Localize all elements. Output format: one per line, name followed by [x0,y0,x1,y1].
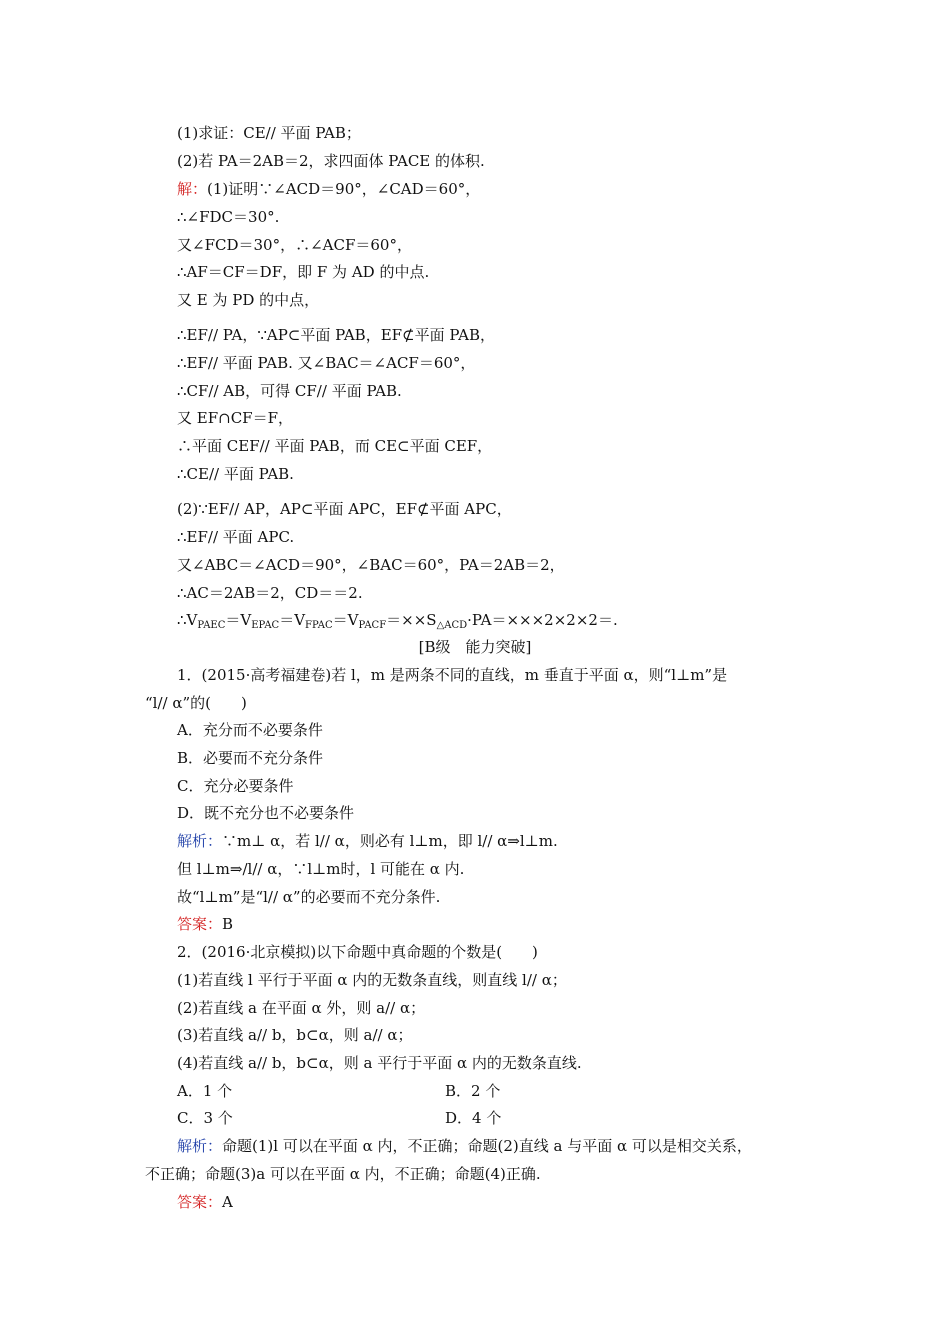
solution-line: ∴AC＝2AB＝2，CD＝＝2. [177,584,363,602]
analysis-label: 解析： [177,832,223,850]
option-b: B．必要而不充分条件 [177,749,324,767]
solution-line: ∴∠FDC＝30°. [177,208,280,226]
solution-line: 又 E 为 PD 的中点， [177,291,320,309]
solution-line: 又 EF∩CF＝F， [177,409,293,427]
answer-value: A [222,1193,233,1211]
solution-line: ∴CF// AB，可得 CF// 平面 PAB. [177,382,402,400]
solution-line: ∴EF// 平面 PAB. 又∠BAC＝∠ACF＝60°， [177,354,476,372]
solution-line: (2)∵EF// AP，AP⊂平面 APC，EF⊄平面 APC， [177,500,512,518]
option-c: C．充分必要条件 [177,777,294,795]
question-part-2: (2)若 PA＝2AB＝2，求四面体 PACE 的体积. [177,152,485,170]
question-1-stem-cont: “l// α”的( ) [145,694,247,712]
solution-line: ∴AF＝CF＝DF，即 F 为 AD 的中点. [177,263,430,281]
option-a: A．充分而不必要条件 [177,721,323,739]
analysis-line: 故“l⊥m”是“l// α”的必要而不充分条件. [177,888,441,906]
solution-line [177,176,870,202]
solution-line: 又∠FCD＝30°，∴∠ACF＝60°， [177,236,412,254]
volume-formula: $\therefore V_{PAEC}=V_{EPAC}=V_{FPAC}=V_{PACF}=\times\times S_{\triangle ACD}\cdot PA=\times\times\times 2\times 2\times 2=$. [177,611,618,631]
solution-text: (1)证明∵∠ACD＝90°，∠CAD＝60°， [207,180,481,198]
option-d: D．4 个 [445,1109,502,1127]
solution-line: 又∠ABC＝∠ACD＝90°，∠BAC＝60°，PA＝2AB＝2， [177,556,565,574]
proposition-1: (1)若直线 l 平行于平面 α 内的无数条直线，则直线 l// α； [177,971,567,989]
proposition-3: (3)若直线 a// b，b⊂α，则 a// α； [177,1026,413,1044]
solution-line: ∴平面 CEF// 平面 PAB，而 CE⊂平面 CEF， [177,437,493,455]
analysis-line: 解析：∵m⊥ α，若 l// α，则必有 l⊥m，即 l// α⇒l⊥m. [177,832,558,850]
solution-line: ∴CE// 平面 PAB. [177,465,294,483]
option-d: D．既不充分也不必要条件 [177,804,355,822]
answer-label: 答案： [177,915,223,933]
option-b: B．2 个 [445,1082,501,1100]
solution-line: ∴EF// PA，∵AP⊂平面 PAB，EF⊄平面 PAB， [177,326,495,344]
option-c: C．3 个 [177,1109,233,1127]
proposition-4: (4)若直线 a// b，b⊂α，则 a 平行于平面 α 内的无数条直线. [177,1054,582,1072]
option-a: A．1 个 [177,1082,233,1100]
solution-line: ∴EF// 平面 APC. [177,528,295,546]
answer-label: 答案： [177,1193,223,1211]
answer-value: B [222,915,234,933]
analysis-line: 解析：命题(1)l 可以在平面 α 内，不正确；命题(2)直线 a 与平面 α 可以是相交关系， [177,1137,752,1155]
proposition-2: (2)若直线 a 在平面 α 外，则 a// α； [177,999,426,1017]
answer-line [177,1189,870,1215]
analysis-line: 不正确；命题(3)a 可以在平面 α 内，不正确；命题(4)正确. [145,1165,541,1183]
question-1-stem: 1．(2015·高考福建卷)若 l，m 是两条不同的直线，m 垂直于平面 α，则“l⊥m”是 [177,666,728,684]
answer-line [177,911,870,937]
analysis-line: 但 l⊥m⇒/l// α，∵l⊥m时，l 可能在 α 内. [177,860,465,878]
section-heading: [B级 能力突破] [418,638,532,656]
question-2-stem: 2．(2016·北京模拟)以下命题中真命题的个数是( ) [177,943,538,961]
analysis-label: 解析： [177,1137,223,1155]
solution-label: 解： [177,180,208,198]
question-part-1: (1)求证：CE// 平面 PAB； [177,124,361,142]
